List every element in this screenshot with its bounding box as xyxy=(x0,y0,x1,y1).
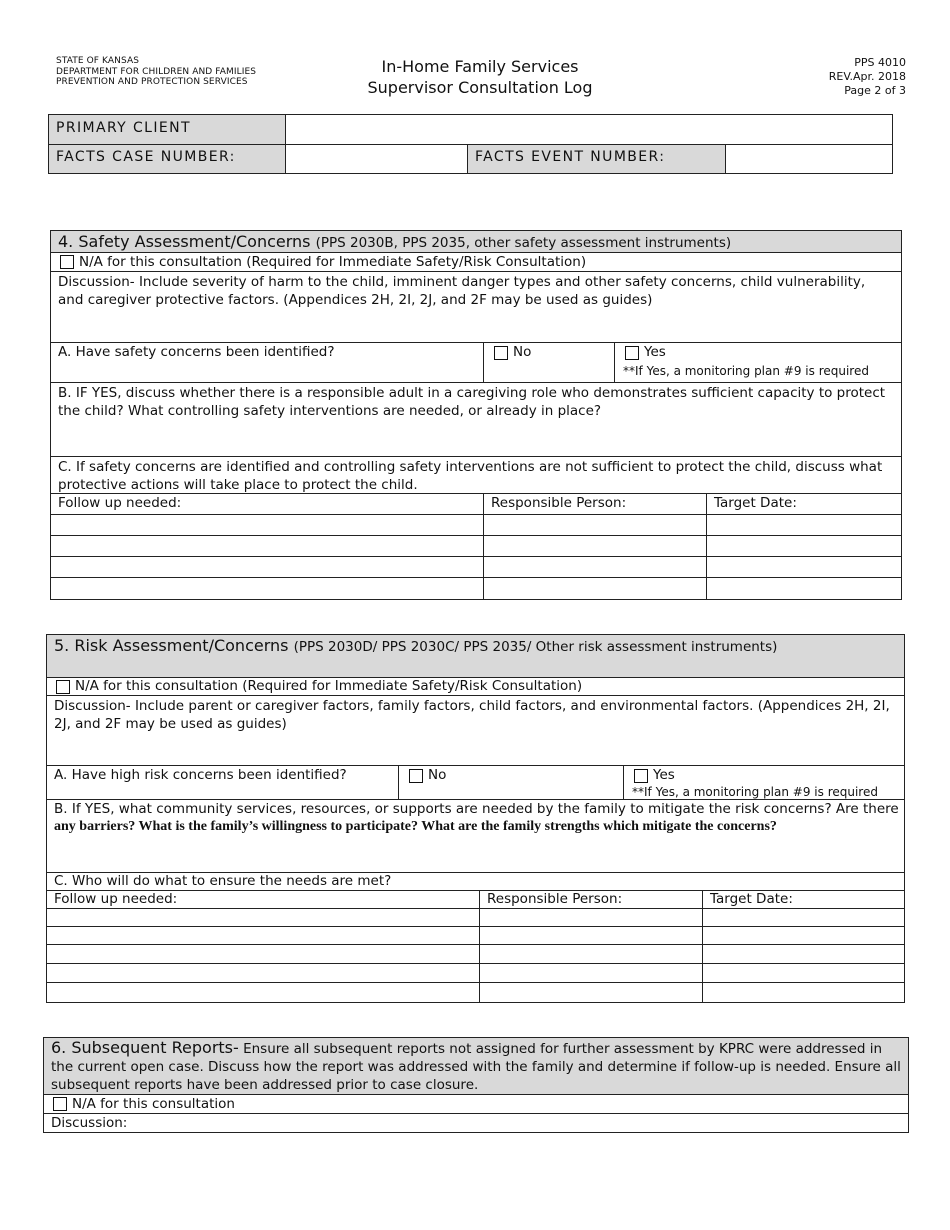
agency-line-1: STATE OF KANSAS xyxy=(56,56,140,66)
form-title xyxy=(320,56,640,98)
table-cell[interactable] xyxy=(50,535,484,557)
section-5-no-label: No xyxy=(428,767,447,783)
primary-client-label: PRIMARY CLIENT xyxy=(56,120,191,136)
section-4-no-cell xyxy=(483,342,615,383)
section-5-no-cell xyxy=(398,765,624,800)
agency-line-3: PREVENTION AND PROTECTION SERVICES xyxy=(56,77,248,87)
form-title-line-1: In-Home Family Services xyxy=(381,57,579,76)
section-5-followup-table xyxy=(46,890,905,1003)
table-cell[interactable] xyxy=(483,514,707,536)
section-4-question-c-label: C. If safety concerns are identified and controlling safety interventions are not sufficient to protect the child, discuss what protective actions will take place to protect the child. xyxy=(58,459,883,493)
table-cell[interactable] xyxy=(702,982,905,1003)
page-number: Page 2 of 3 xyxy=(844,84,906,97)
section-4-question-b[interactable] xyxy=(50,382,902,457)
section-4-title-note: (PPS 2030B, PPS 2035, other safety assessment instruments) xyxy=(315,235,732,251)
table-cell[interactable] xyxy=(479,908,703,927)
section-4-na-checkbox[interactable] xyxy=(60,255,74,269)
section-5-na-row xyxy=(46,677,905,696)
table-cell[interactable] xyxy=(479,963,703,983)
table-cell[interactable] xyxy=(706,556,902,578)
event-number-label: FACTS EVENT NUMBER: xyxy=(475,149,666,165)
case-number-label-cell xyxy=(48,144,286,174)
section-5-header xyxy=(46,634,905,678)
section-4-col-person: Responsible Person: xyxy=(483,493,707,515)
table-cell[interactable] xyxy=(706,535,902,557)
section-5-discussion[interactable] xyxy=(46,695,905,766)
section-6-na-checkbox[interactable] xyxy=(53,1097,67,1111)
table-cell[interactable] xyxy=(706,514,902,536)
section-4-yes-cell xyxy=(614,342,902,383)
section-4-yes-label: Yes xyxy=(644,344,666,360)
form-number: PPS 4010 xyxy=(854,56,906,69)
case-number-field[interactable] xyxy=(285,144,468,174)
section-5-no-checkbox[interactable] xyxy=(409,769,423,783)
section-5-yes-cell xyxy=(623,765,905,800)
table-cell[interactable] xyxy=(706,577,902,600)
table-cell[interactable] xyxy=(46,963,480,983)
section-6-header xyxy=(43,1037,909,1095)
section-5-title: 5. Risk Assessment/Concerns xyxy=(54,636,289,655)
table-cell[interactable] xyxy=(50,577,484,600)
section-4-followup-table xyxy=(50,493,902,600)
table-cell[interactable] xyxy=(702,944,905,964)
section-4-no-label: No xyxy=(513,344,532,360)
section-5-question-b[interactable] xyxy=(46,799,905,873)
table-cell[interactable] xyxy=(479,982,703,1003)
section-4-col-followup: Follow up needed: xyxy=(50,493,484,515)
section-5-yes-note: **If Yes, a monitoring plan #9 is required xyxy=(632,785,878,799)
form-title-line-2: Supervisor Consultation Log xyxy=(367,78,593,97)
section-4-na-row xyxy=(50,252,902,272)
section-5-question-c xyxy=(46,872,905,891)
section-4-question-c xyxy=(50,456,902,494)
section-6-na-row xyxy=(43,1094,909,1114)
section-4-discussion[interactable] xyxy=(50,271,902,343)
section-5-yes-label: Yes xyxy=(653,767,675,783)
section-4-na-label: N/A for this consultation (Required for Immediate Safety/Risk Consultation) xyxy=(79,254,587,270)
section-5-na-checkbox[interactable] xyxy=(56,680,70,694)
section-5-yes-checkbox[interactable] xyxy=(634,769,648,783)
form-revision: REV.Apr. 2018 xyxy=(828,70,906,83)
section-6-discussion[interactable] xyxy=(43,1113,909,1133)
section-5-na-label: N/A for this consultation (Required for Immediate Safety/Risk Consultation) xyxy=(75,678,583,694)
section-4-discussion-prompt: Discussion- Include severity of harm to the child, imminent danger types and other safety concerns, child vulnerability, and caregiver protective factors. (Appendices 2H, 2I, 2J, and 2F may be used as guides) xyxy=(58,274,866,308)
table-cell[interactable] xyxy=(46,926,480,945)
table-cell[interactable] xyxy=(479,944,703,964)
section-5-question-c-label: C. Who will do what to ensure the needs are met? xyxy=(54,873,392,889)
section-5-col-followup: Follow up needed: xyxy=(46,890,480,909)
table-cell[interactable] xyxy=(479,926,703,945)
primary-client-field[interactable] xyxy=(285,114,893,145)
section-5-question-a-label: A. Have high risk concerns been identified? xyxy=(54,767,347,783)
section-6-na-label: N/A for this consultation xyxy=(72,1096,235,1112)
section-4-col-date: Target Date: xyxy=(706,493,902,515)
section-4-yes-note: **If Yes, a monitoring plan #9 is required xyxy=(623,364,869,378)
table-cell[interactable] xyxy=(50,514,484,536)
section-6-title-text: Ensure all subsequent reports not assigned for further assessment by KPRC were addressed in the current open case. Discuss how the report was addressed with the family and determine if follow-up is needed. Ensure all subsequent reports have been addressed prior to case closure. xyxy=(51,1041,901,1093)
section-5-title-note: (PPS 2030D/ PPS 2030C/ PPS 2035/ Other risk assessment instruments) xyxy=(293,639,778,655)
section-4-question-b-label: B. IF YES, discuss whether there is a responsible adult in a caregiving role who demonstrates sufficient capacity to protect the child? What controlling safety interventions are needed, or already in place? xyxy=(58,385,886,419)
section-5-question-a xyxy=(46,765,399,800)
table-cell[interactable] xyxy=(483,535,707,557)
section-6-title: 6. Subsequent Reports- xyxy=(51,1038,239,1057)
agency-line-2: DEPARTMENT FOR CHILDREN AND FAMILIES xyxy=(56,67,257,77)
section-4-question-a xyxy=(50,342,484,383)
event-number-field[interactable] xyxy=(725,144,893,174)
table-cell[interactable] xyxy=(46,908,480,927)
section-5-discussion-prompt: Discussion- Include parent or caregiver factors, family factors, child factors, and environmental factors. (Appendices 2H, 2I, 2J, and 2F may be used as guides) xyxy=(54,698,890,732)
section-5-col-date: Target Date: xyxy=(702,890,905,909)
section-5-question-b-line-2: any barriers? What is the family’s willingness to participate? What are the family strengths which mitigate the concerns? xyxy=(54,819,777,834)
section-4-question-a-label: A. Have safety concerns been identified? xyxy=(58,344,335,360)
primary-client-label-cell xyxy=(48,114,286,145)
table-cell[interactable] xyxy=(50,556,484,578)
section-5-question-b-line-1: B. If YES, what community services, resources, or supports are needed by the family to mitigate the risk concerns? Are there xyxy=(54,801,899,817)
event-number-label-cell xyxy=(467,144,726,174)
section-4-title: 4. Safety Assessment/Concerns xyxy=(58,232,311,251)
table-cell[interactable] xyxy=(46,982,480,1003)
table-cell[interactable] xyxy=(46,944,480,964)
table-cell[interactable] xyxy=(483,556,707,578)
section-4-yes-checkbox[interactable] xyxy=(625,346,639,360)
section-4-header xyxy=(50,230,902,253)
table-cell[interactable] xyxy=(702,908,905,927)
case-number-label: FACTS CASE NUMBER: xyxy=(56,149,236,165)
section-6-discussion-label: Discussion: xyxy=(51,1115,128,1131)
table-cell[interactable] xyxy=(702,926,905,945)
table-cell[interactable] xyxy=(702,963,905,983)
section-5-col-person: Responsible Person: xyxy=(479,890,703,909)
table-cell[interactable] xyxy=(483,577,707,600)
form-id-block xyxy=(829,56,906,98)
section-4-no-checkbox[interactable] xyxy=(494,346,508,360)
